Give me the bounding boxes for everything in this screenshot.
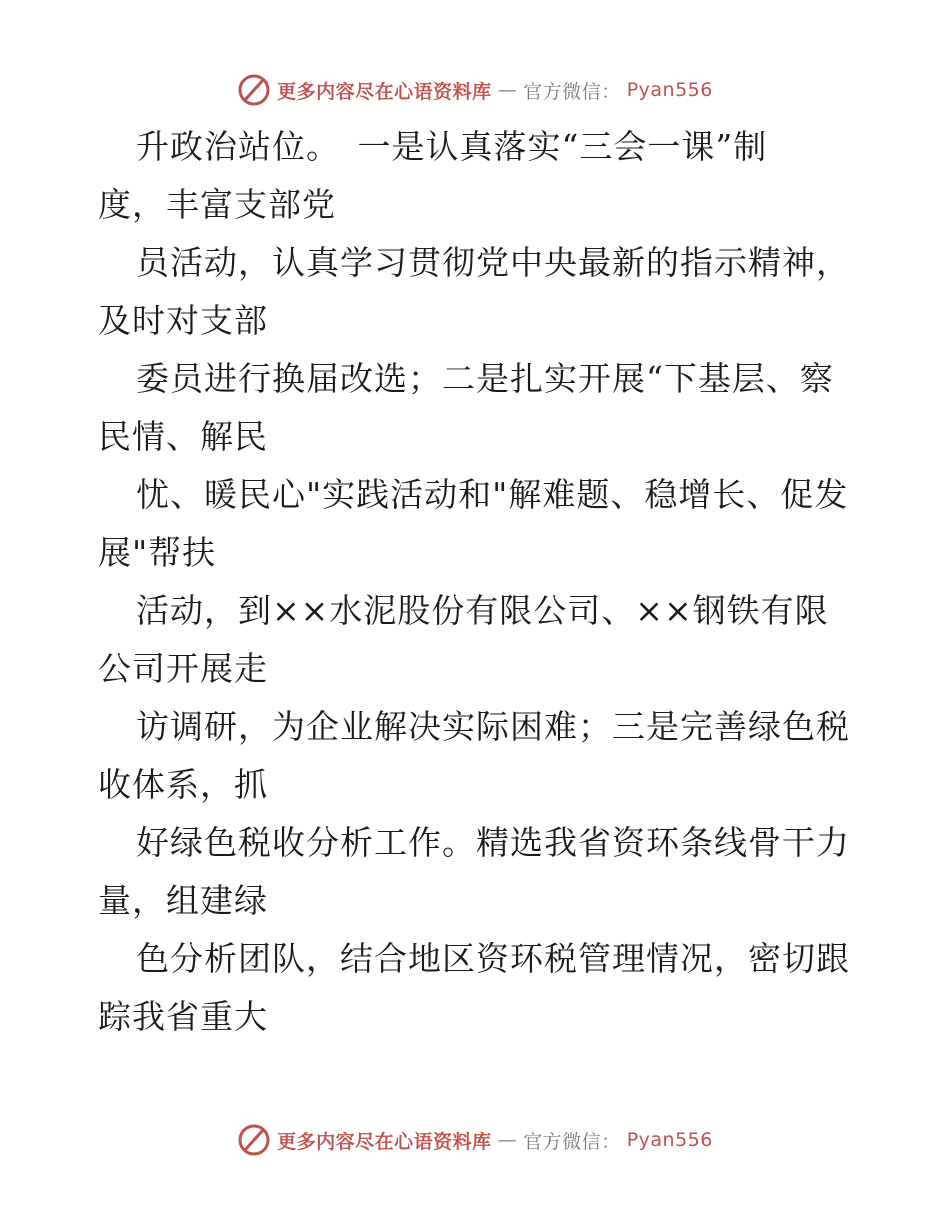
watermark-separator: —	[497, 79, 518, 101]
body-line: 访调研，为企业解决实际困难；三是完善绿色税	[136, 707, 850, 746]
body-line: 量，组建绿	[98, 881, 268, 920]
body-line: 公司开展走	[98, 649, 268, 688]
body-line: 忧、暖民心"实践活动和"解难题、稳增长、促发	[136, 475, 849, 514]
header-watermark	[0, 70, 950, 110]
body-line: 色分析团队，结合地区资环税管理情况，密切跟	[136, 939, 850, 978]
body-line: 好绿色税收分析工作。精选我省资环条线骨干力	[136, 823, 850, 862]
watermark-contact-label: 官方微信：	[523, 80, 621, 103]
body-line: 活动，到××水泥股份有限公司、××钢铁有限	[136, 591, 829, 630]
body-line: 委员进行换届改选；二是扎实开展“下基层、察	[136, 359, 834, 398]
watermark-contact-id: Pyan556	[626, 79, 713, 101]
body-line: 踪我省重大	[98, 997, 268, 1036]
watermark-brand: 更多内容尽在心语资料库	[277, 1130, 492, 1153]
quill-logo-icon	[237, 1123, 271, 1157]
body-line: 展"帮扶	[98, 533, 217, 572]
body-line: 收体系，抓	[98, 765, 268, 804]
quill-logo-icon	[237, 73, 271, 107]
watermark-contact-label: 官方微信：	[523, 1130, 621, 1153]
watermark-separator: —	[497, 1129, 518, 1151]
watermark-contact-id: Pyan556	[626, 1129, 713, 1151]
body-line: 度，丰富支部党	[98, 185, 336, 224]
document-body	[98, 118, 858, 1046]
body-line: 及时对支部	[98, 301, 268, 340]
footer-watermark	[0, 1120, 950, 1160]
body-line: 员活动，认真学习贯彻党中央最新的指示精神，	[136, 243, 850, 282]
body-line: 民情、解民	[98, 417, 268, 456]
body-line: 升政治站位。 一是认真落实“三会一课”制	[136, 127, 768, 166]
watermark-brand: 更多内容尽在心语资料库	[277, 80, 492, 103]
